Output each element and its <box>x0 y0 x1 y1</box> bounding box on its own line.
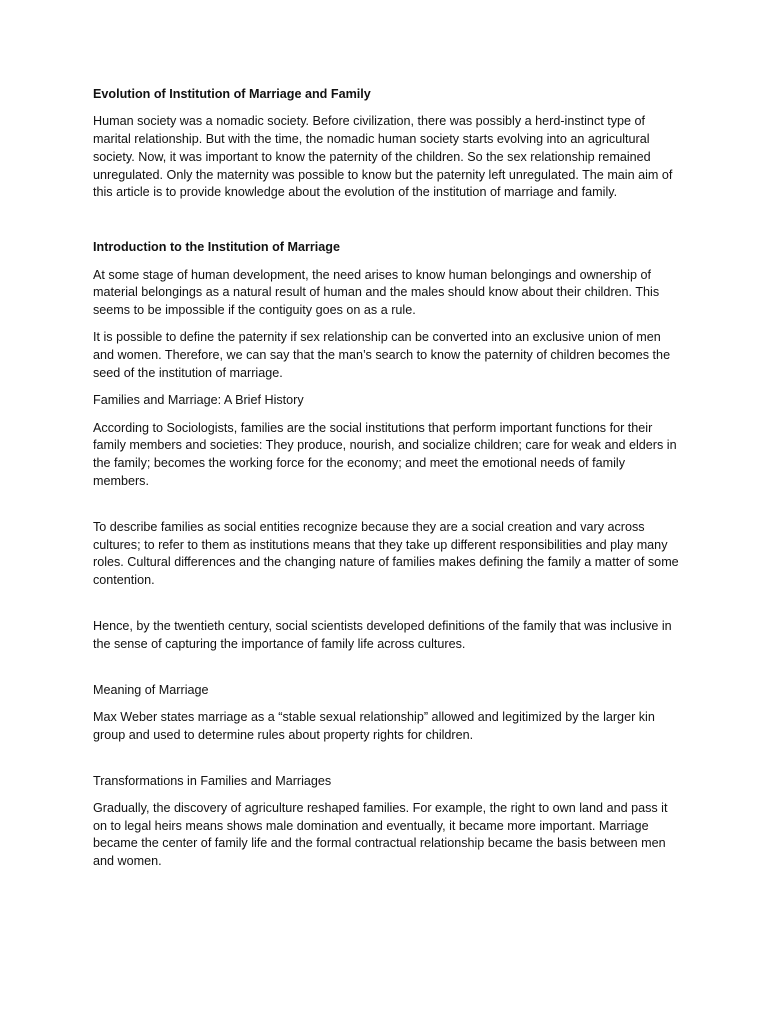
document-title: Evolution of Institution of Marriage and Family <box>93 87 371 101</box>
history-paragraph-3: Hence, by the twentieth century, social scientists developed definitions of the family that was inclusive in the sense of capturing the importance of family life across cultures. <box>93 619 672 651</box>
document-body <box>93 86 683 871</box>
history-paragraph-1: According to Sociologists, families are the social institutions that perform important functions for their family members and societies: They produce, nourish, and socialize children; care for weak and elders in the family; becomes the working force for the economy; and meet the emotional needs of family members. <box>93 420 677 489</box>
intro-paragraph: Human society was a nomadic society. Before civilization, there was possibly a herd-instinct type of marital relationship. But with the time, the nomadic human society starts evolving into an agricultural society. Now, it was important to know the paternity of the children. So the sex relationship remained unregulated. Only the maternity was possible to know but the paternity left unregulated. The main aim of this article is to provide knowledge about the evolution of the institution of marriage and family. <box>93 114 673 200</box>
introduction-paragraph-2: It is possible to define the paternity if sex relationship can be converted into an exclusive union of men and women. Therefore, we can say that the man’s search to know the paternity of children becomes the seed of the institution of marriage. <box>93 330 671 381</box>
introduction-paragraph-1: At some stage of human development, the need arises to know human belongings and ownership of material belongings as a natural result of human and the males should know about their children. This seems to be impossible if the contiguity goes on as a rule. <box>93 267 660 318</box>
meaning-paragraph-1: Max Weber states marriage as a “stable sexual relationship” allowed and legitimized by the larger kin group and used to determine rules about property rights for children. <box>93 709 655 742</box>
transformations-paragraph-1: Gradually, the discovery of agriculture reshaped families. For example, the right to own land and pass it on to legal heirs means shows male domination and eventually, it became more important. Marriage became the center of family life and the formal contractual relationship became the basis between men and women. <box>93 800 668 869</box>
section-heading-introduction: Introduction to the Institution of Marriage <box>93 240 340 255</box>
section-heading-transformations: Transformations in Families and Marriages <box>93 773 332 788</box>
history-paragraph-2: To describe families as social entities recognize because they are a social creation and vary across cultures; to refer to them as institutions means that they take up different responsibilities and play many roles. Cultural differences and the changing nature of families makes defining the family a matter of some contention. <box>93 519 679 588</box>
section-heading-history: Families and Marriage: A Brief History <box>93 393 304 408</box>
section-heading-meaning: Meaning of Marriage <box>93 682 209 697</box>
